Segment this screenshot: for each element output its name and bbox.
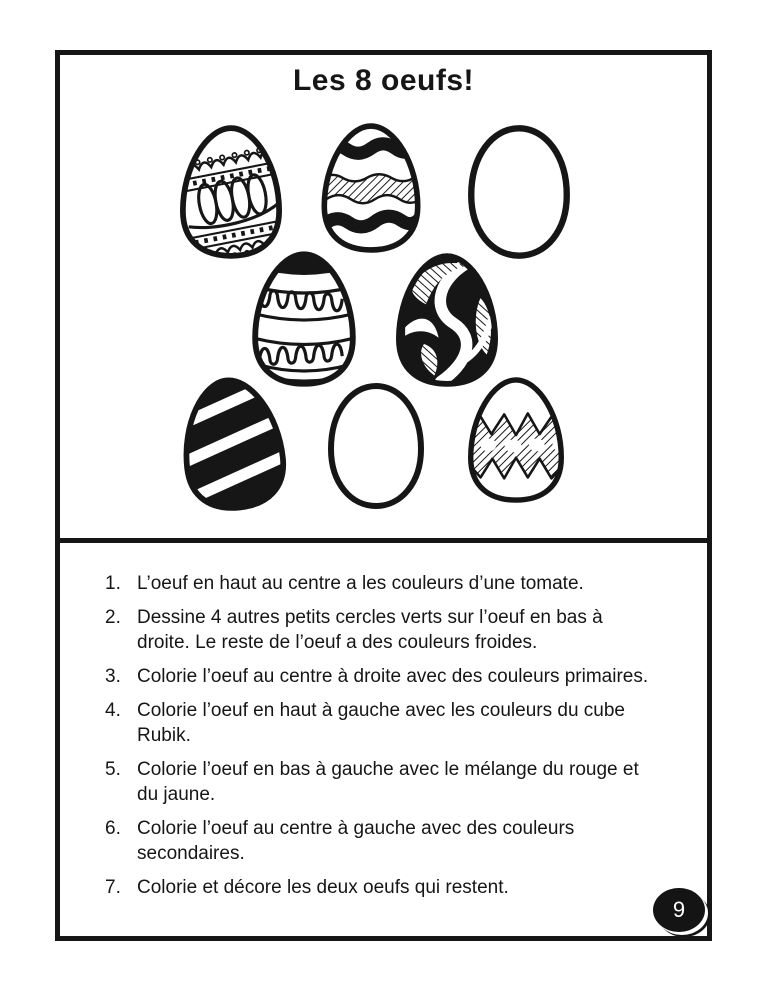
instruction-number: 3. — [105, 666, 121, 687]
instruction-item-3 — [105, 664, 665, 689]
instruction-number: 1. — [105, 573, 121, 594]
egg-blank-icon — [458, 123, 580, 261]
egg-top-center — [318, 122, 424, 254]
egg-diagonal-stripes-icon — [171, 371, 295, 518]
egg-zigzag-dots-icon — [466, 376, 566, 504]
instruction-text: L’oeuf en haut au centre a les couleurs d’une tomate. — [137, 573, 584, 594]
instruction-item-5 — [105, 757, 665, 807]
instruction-item-6 — [105, 816, 665, 866]
instruction-number: 2. — [105, 607, 121, 628]
egg-squiggle-bands-icon — [248, 250, 360, 388]
egg-loops-icon — [177, 124, 285, 260]
page-number: 9 — [672, 897, 686, 922]
instruction-item-7 — [105, 875, 665, 900]
instructions-list — [105, 571, 665, 909]
instruction-number: 5. — [105, 759, 121, 780]
instruction-text: Colorie l’oeuf en bas à gauche avec le mélange du rouge et du jaune. — [137, 759, 639, 805]
page-title: Les 8 oeufs! — [292, 64, 475, 97]
instruction-number: 7. — [105, 877, 121, 898]
instruction-number: 4. — [105, 700, 121, 721]
instruction-text: Colorie l’oeuf au centre à gauche avec des couleurs secondaires. — [137, 818, 575, 864]
egg-bottom-right — [466, 376, 566, 504]
egg-center-right — [392, 252, 502, 388]
instruction-item-2 — [105, 605, 665, 655]
section-divider — [55, 538, 712, 543]
instruction-item-4 — [105, 698, 665, 748]
egg-bottom-left — [171, 371, 295, 518]
instruction-text: Dessine 4 autres petits cercles verts sur l’oeuf en bas à droite. Le reste de l’oeuf a des couleurs froides. — [137, 607, 603, 653]
instruction-text: Colorie l’oeuf au centre à droite avec des couleurs primaires. — [137, 666, 649, 687]
instruction-number: 6. — [105, 818, 121, 839]
egg-wavy-bands-icon — [318, 122, 424, 254]
page-frame — [55, 50, 712, 941]
egg-bottom-center — [317, 381, 435, 511]
egg-center-left — [248, 250, 360, 388]
egg-top-right — [458, 123, 580, 261]
page-number-badge — [653, 888, 705, 932]
egg-blank-icon — [317, 381, 435, 511]
egg-swirls-icon — [392, 252, 502, 388]
instruction-text: Colorie et décore les deux oeufs qui restent. — [137, 877, 509, 898]
instruction-text: Colorie l’oeuf en haut à gauche avec les couleurs du cube Rubik. — [137, 700, 625, 746]
instruction-item-1 — [105, 571, 665, 596]
egg-top-left — [177, 124, 285, 260]
